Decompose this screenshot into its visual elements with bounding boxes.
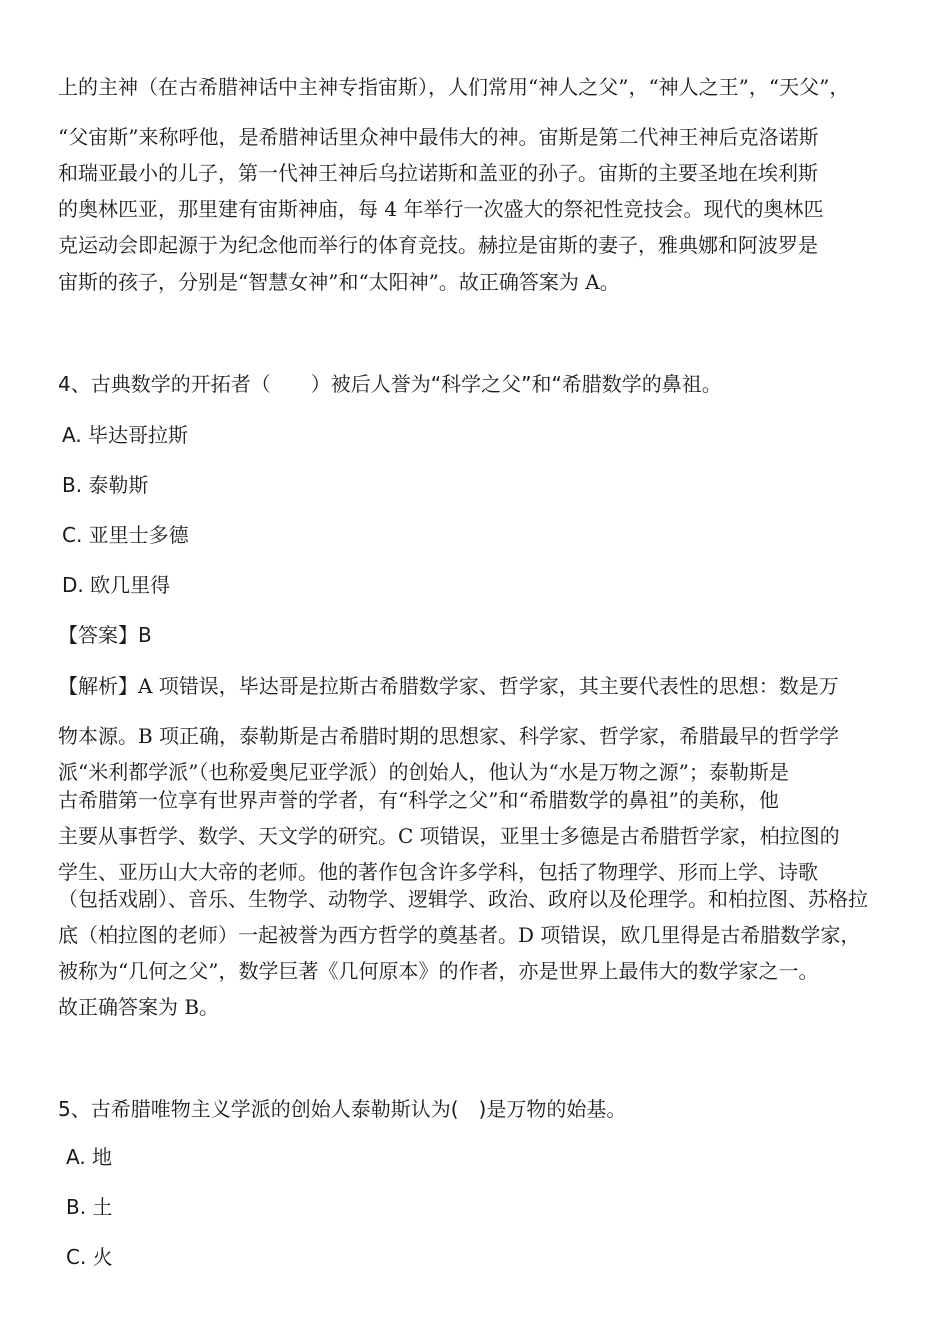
question-text: 4、古典数学的开拓者（ ）被后人誉为“科学之父”和“希腊数学的鼻祖。 bbox=[58, 372, 722, 396]
paragraph-line: 底（柏拉图的老师）一起被誉为西方哲学的奠基者。D 项错误，欧几里得是古希腊数学家， bbox=[58, 923, 861, 947]
paragraph-line: 主要从事哲学、数学、天文学的研究。C 项错误，亚里士多德是古希腊哲学家，柏拉图的 bbox=[58, 824, 840, 848]
question-text: 5、古希腊唯物主义学派的创始人泰勒斯认为( )是万物的始基。 bbox=[58, 1097, 627, 1121]
paragraph-line: 克运动会即起源于为纪念他而举行的体育竞技。赫拉是宙斯的妻子，雅典娜和阿波罗是 bbox=[58, 233, 818, 257]
paragraph-line: 上的主神（在古希腊神话中主神专指宙斯），人们常用“神人之父”，“神人之王”，“天父”， bbox=[58, 75, 850, 99]
paragraph-line: （包括戏剧）、音乐、生物学、动物学、逻辑学、政治、政府以及伦理学。和柏拉图、苏格拉 bbox=[58, 887, 868, 911]
paragraph-line: 物本源。B 项正确，泰勒斯是古希腊时期的思想家、科学家、哲学家，希腊最早的哲学学 bbox=[58, 724, 840, 748]
paragraph-line: 派“米利都学派”（也称爱奥尼亚学派）的创始人，他认为“水是万物之源”；泰勒斯是 bbox=[58, 760, 789, 784]
option-c: C. 亚里士多德 bbox=[62, 523, 189, 547]
paragraph-line: 【解析】A 项错误，毕达哥是拉斯古希腊数学家、哲学家，其主要代表性的思想：数是万 bbox=[58, 674, 839, 698]
option-c: C. 火 bbox=[66, 1245, 113, 1269]
option-b: B. 泰勒斯 bbox=[62, 473, 149, 497]
answer-label: 【答案】B bbox=[58, 623, 152, 647]
option-a: A. 毕达哥拉斯 bbox=[62, 423, 189, 447]
paragraph-line: 的奥林匹亚，那里建有宙斯神庙，每 4 年举行一次盛大的祭祀性竞技会。现代的奥林匹 bbox=[58, 197, 824, 221]
paragraph-line: 古希腊第一位享有世界声誉的学者，有“科学之父”和“希腊数学的鼻祖”的美称，他 bbox=[58, 788, 779, 812]
paragraph-line: 宙斯的孩子，分别是“智慧女神”和“太阳神”。故正确答案为 A。 bbox=[58, 270, 620, 294]
paragraph-line: 故正确答案为 B。 bbox=[58, 995, 220, 1019]
paragraph-line: 学生、亚历山大大帝的老师。他的著作包含许多学科，包括了物理学、形而上学、诗歌 bbox=[58, 860, 818, 884]
paragraph-line: 和瑞亚最小的儿子，第一代神王神后乌拉诺斯和盖亚的孙子。宙斯的主要圣地在埃利斯 bbox=[58, 161, 818, 185]
option-b: B. 土 bbox=[66, 1195, 113, 1219]
option-a: A. 地 bbox=[66, 1145, 113, 1169]
paragraph-line: 被称为“几何之父”，数学巨著《几何原本》的作者，亦是世界上最伟大的数学家之一。 bbox=[58, 959, 819, 983]
option-d: D. 欧几里得 bbox=[62, 573, 171, 597]
paragraph-line: “父宙斯”来称呼他，是希腊神话里众神中最伟大的神。宙斯是第二代神王神后克洛诺斯 bbox=[58, 125, 819, 149]
